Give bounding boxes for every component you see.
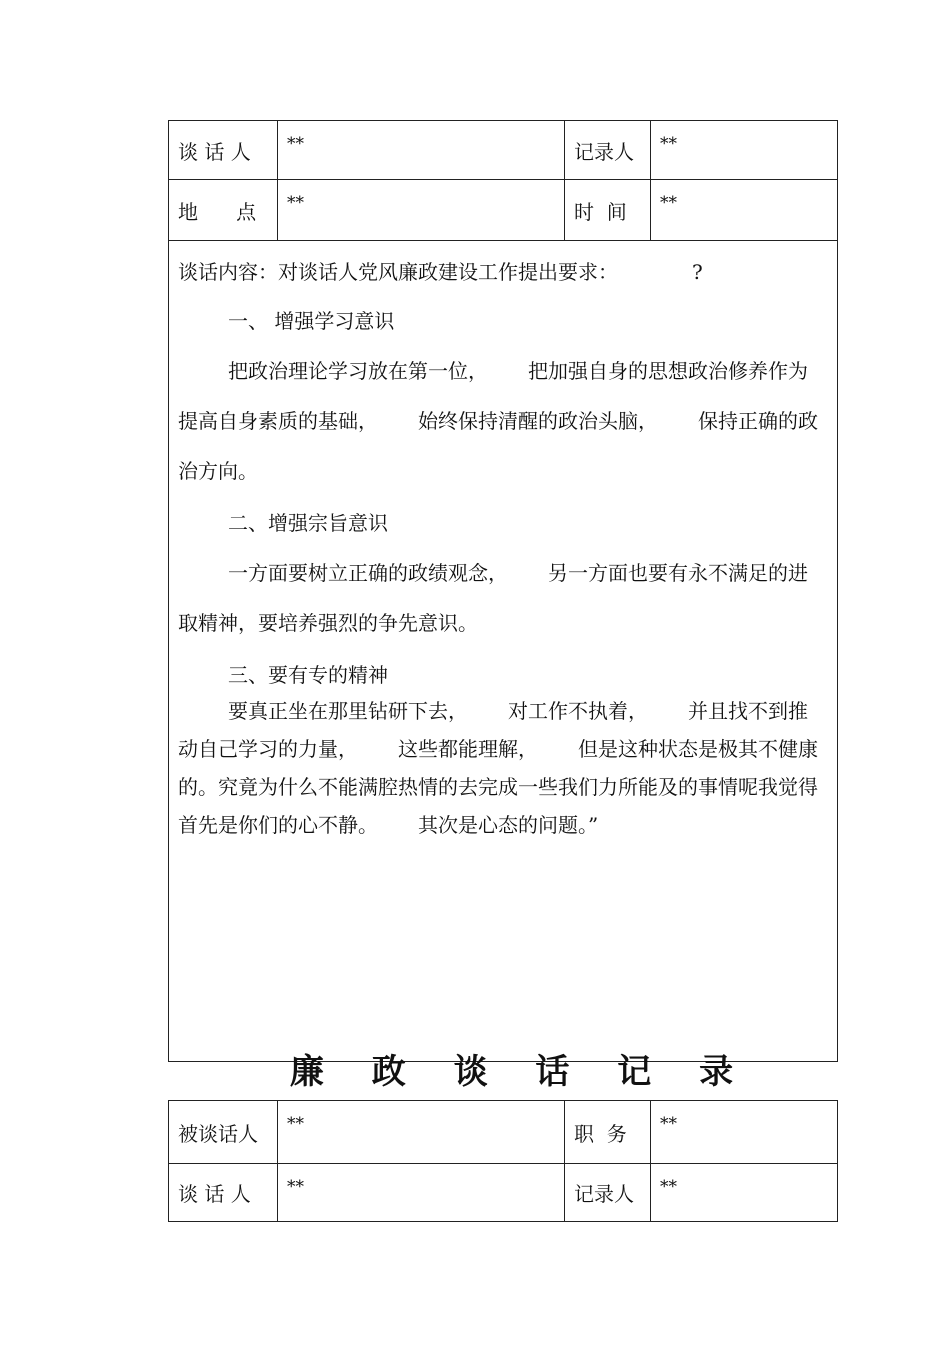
- recorder-value: **: [651, 1164, 838, 1222]
- talk-record-table-2: [168, 1100, 838, 1222]
- recorder-label: 记录人: [565, 121, 651, 180]
- position-value: **: [651, 1101, 838, 1164]
- location-value: **: [278, 180, 565, 241]
- paragraph-text: 另一方面也要有永不满足的进取精神，要培养强烈的争先意识。: [178, 561, 808, 635]
- time-value: **: [651, 180, 838, 241]
- interviewer-label: 谈 话 人: [169, 121, 278, 180]
- recorder-value: **: [651, 121, 838, 180]
- paragraph-text: 把加强自身的思想政治修养作为提高自身素质的基础，: [178, 359, 808, 433]
- interviewer-value: **: [278, 1164, 565, 1222]
- section-3-title: 三、要有专的精神: [228, 663, 388, 687]
- table-row: [169, 1164, 838, 1222]
- position-label: 职 务: [565, 1101, 651, 1164]
- paragraph-text: 把政治理论学习放在第一位，: [228, 359, 488, 383]
- interviewer-label: 谈 话 人: [169, 1164, 278, 1222]
- content-heading-text: 谈话内容：对谈话人党风廉政建设工作提出要求：: [178, 260, 618, 284]
- paragraph-text: 这些都能理解，: [398, 737, 538, 761]
- section-2-paragraph: [178, 548, 827, 648]
- talk-content-cell: [169, 241, 838, 1062]
- interviewer-value: **: [278, 121, 565, 180]
- paragraph-text: 保持正确的政治方向。: [178, 409, 818, 483]
- table-row: [169, 1101, 838, 1164]
- time-label: 时 间: [565, 180, 651, 241]
- talk-record-table-1: [168, 120, 838, 1062]
- paragraph-text: 其次是心态的问题。”: [418, 813, 599, 837]
- document-title: 廉 政 谈 话 记 录: [289, 1052, 752, 1092]
- section-2-title: 二、增强宗旨意识: [228, 511, 388, 535]
- paragraph-text: 要真正坐在那里钻研下去，: [228, 699, 468, 723]
- table-row: [169, 241, 838, 1062]
- interviewee-value: **: [278, 1101, 565, 1164]
- section-1-paragraph: [178, 346, 827, 496]
- content-heading: [178, 255, 827, 289]
- paragraph-text: 对工作不执着，: [508, 699, 648, 723]
- content-heading-mark: ?: [692, 260, 703, 284]
- paragraph-text: 但是这种状态是极其不健康的。究竟为什么不能满腔热情的去完成一些我们力所能及的事情呢我觉得首先是你们的心不静。: [178, 737, 818, 837]
- paragraph-text: 并且找不到推动自己学习的力量，: [178, 699, 808, 761]
- section-3-paragraph: [178, 692, 827, 844]
- table-row: [169, 180, 838, 241]
- recorder-label: 记录人: [565, 1164, 651, 1222]
- section-1-title: 一、 增强学习意识: [228, 309, 395, 333]
- table-row: [169, 121, 838, 180]
- paragraph-text: 始终保持清醒的政治头脑，: [418, 409, 658, 433]
- interviewee-label: 被谈话人: [169, 1101, 278, 1164]
- location-label: 地 点: [169, 180, 278, 241]
- paragraph-text: 一方面要树立正确的政绩观念，: [228, 561, 508, 585]
